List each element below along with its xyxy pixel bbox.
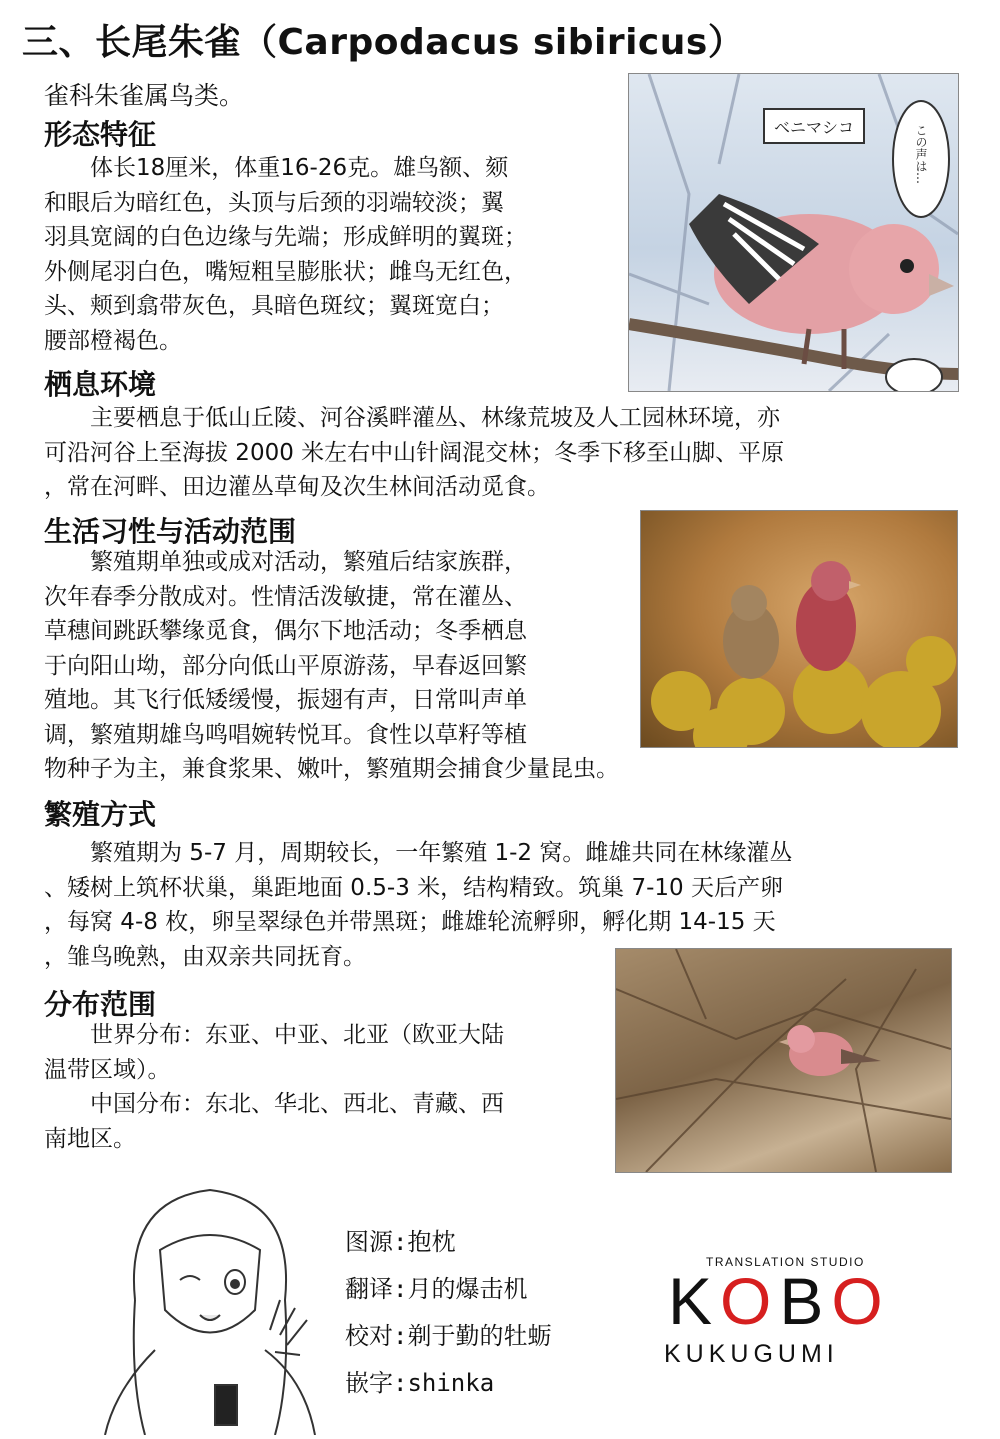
section-heading-habitat: 栖息环境: [44, 368, 157, 401]
text-line: ，每窝 4-8 枚，卵呈翠绿色并带黑斑；雌雄轮流孵卵，孵化期 14-15 天: [44, 909, 776, 935]
credit-translate: 翻译:月的爆击机: [345, 1275, 528, 1303]
text-line: 和眼后为暗红色，头顶与后颈的羽端较淡；翼: [44, 189, 504, 216]
text-line: 繁殖期为 5-7 月，周期较长，一年繁殖 1-2 窝。雌雄共同在林缘灌丛: [44, 840, 793, 866]
credit-typeset: 嵌字:shinka: [345, 1369, 495, 1397]
section-heading-morphology: 形态特征: [44, 118, 157, 151]
logo-subtitle: KUKUGUMI: [664, 1340, 839, 1368]
credit-source: 图源:抱枕: [345, 1228, 456, 1256]
text-line: 、矮树上筑杯状巢，巢距地面 0.5-3 米，结构精致。筑巢 7-10 天后产卵: [44, 874, 783, 901]
bird-illustration: [628, 73, 959, 392]
logo-studio-text: TRANSLATION STUDIO: [706, 1255, 865, 1269]
logo-letter: B: [779, 1264, 832, 1338]
illustration-bubble: この声は…: [914, 124, 928, 184]
section-heading-habits: 生活习性与活动范围: [44, 515, 297, 548]
morphology-text: [44, 151, 614, 358]
text-line: 外侧尾羽白色，嘴短粗呈膨胀状；雌鸟无红色，: [44, 258, 527, 285]
text-line: 草穗间跳跃攀缘觅食，偶尔下地活动；冬季栖息: [44, 618, 527, 644]
text-line: 物种子为主，兼食浆果、嫩叶，繁殖期会捕食少量昆虫。: [44, 756, 619, 782]
text-line: 温带区域）。: [44, 1056, 171, 1083]
page-title: 三、长尾朱雀（Carpodacus sibiricus）: [22, 22, 745, 63]
text-line: 繁殖期单独或成对活动，繁殖后结家族群，: [44, 549, 527, 575]
section-heading-distribution: 分布范围: [44, 988, 157, 1021]
illustration-drawing: [629, 74, 958, 391]
text-line: 腰部橙褐色。: [44, 327, 182, 354]
section-heading-breeding: 繁殖方式: [44, 798, 157, 831]
text-line: 调，繁殖期雄鸟鸣唱婉转悦耳。食性以草籽等植: [44, 721, 527, 748]
logo-letter: O: [831, 1264, 891, 1338]
mascot-drawing: [95, 1180, 325, 1435]
mascot-illustration: [95, 1180, 325, 1435]
text-line: 世界分布：东亚、中亚、北亚（欧亚大陆: [44, 1022, 504, 1048]
text-line: ，常在河畔、田边灌丛草甸及次生林间活动觅食。: [44, 474, 550, 500]
kobo-logo: [668, 1263, 891, 1339]
text-line: 于向阳山坳，部分向低山平原游荡，早春返回繁: [44, 652, 527, 679]
text-line: 南地区。: [44, 1125, 136, 1152]
distribution-text: [44, 1018, 609, 1156]
text-line: 殖地。其飞行低矮缓慢，振翅有声，日常叫声单: [44, 687, 527, 713]
habitat-text: [44, 401, 974, 505]
text-line: 可沿河谷上至海拔 2000 米左右中山针阔混交林；冬季下移至山脚、平原: [44, 439, 785, 466]
logo-letter: O: [720, 1264, 780, 1338]
illustration-sign: ベニマシコ: [773, 118, 855, 137]
text-line: 中国分布：东北、华北、西北、青藏、西: [44, 1091, 504, 1117]
bird-branches-photo: [615, 948, 952, 1173]
text-line: 主要栖息于低山丘陵、河谷溪畔灌丛、林缘荒坡及人工园林环境，亦: [44, 405, 780, 431]
habits-text: [44, 545, 824, 787]
credit-proofread: 校对:剃于勤的牡蛎: [345, 1322, 552, 1350]
text-line: 体长18厘米，体重16-26克。雄鸟额、颏: [44, 155, 509, 181]
text-line: 头、颊到翕带灰色，具暗色斑纹；翼斑宽白；: [44, 293, 504, 319]
logo-letter: K: [668, 1264, 721, 1338]
text-line: 羽具宽阔的白色边缘与先端；形成鲜明的翼斑；: [44, 224, 527, 250]
text-line: 次年春季分散成对。性情活泼敏捷，常在灌丛、: [44, 583, 527, 610]
text-line: ，雏鸟晚熟，由双亲共同抚育。: [44, 943, 366, 970]
photo-drawing: [616, 949, 951, 1172]
intro-text: 雀科朱雀属鸟类。: [44, 81, 245, 110]
